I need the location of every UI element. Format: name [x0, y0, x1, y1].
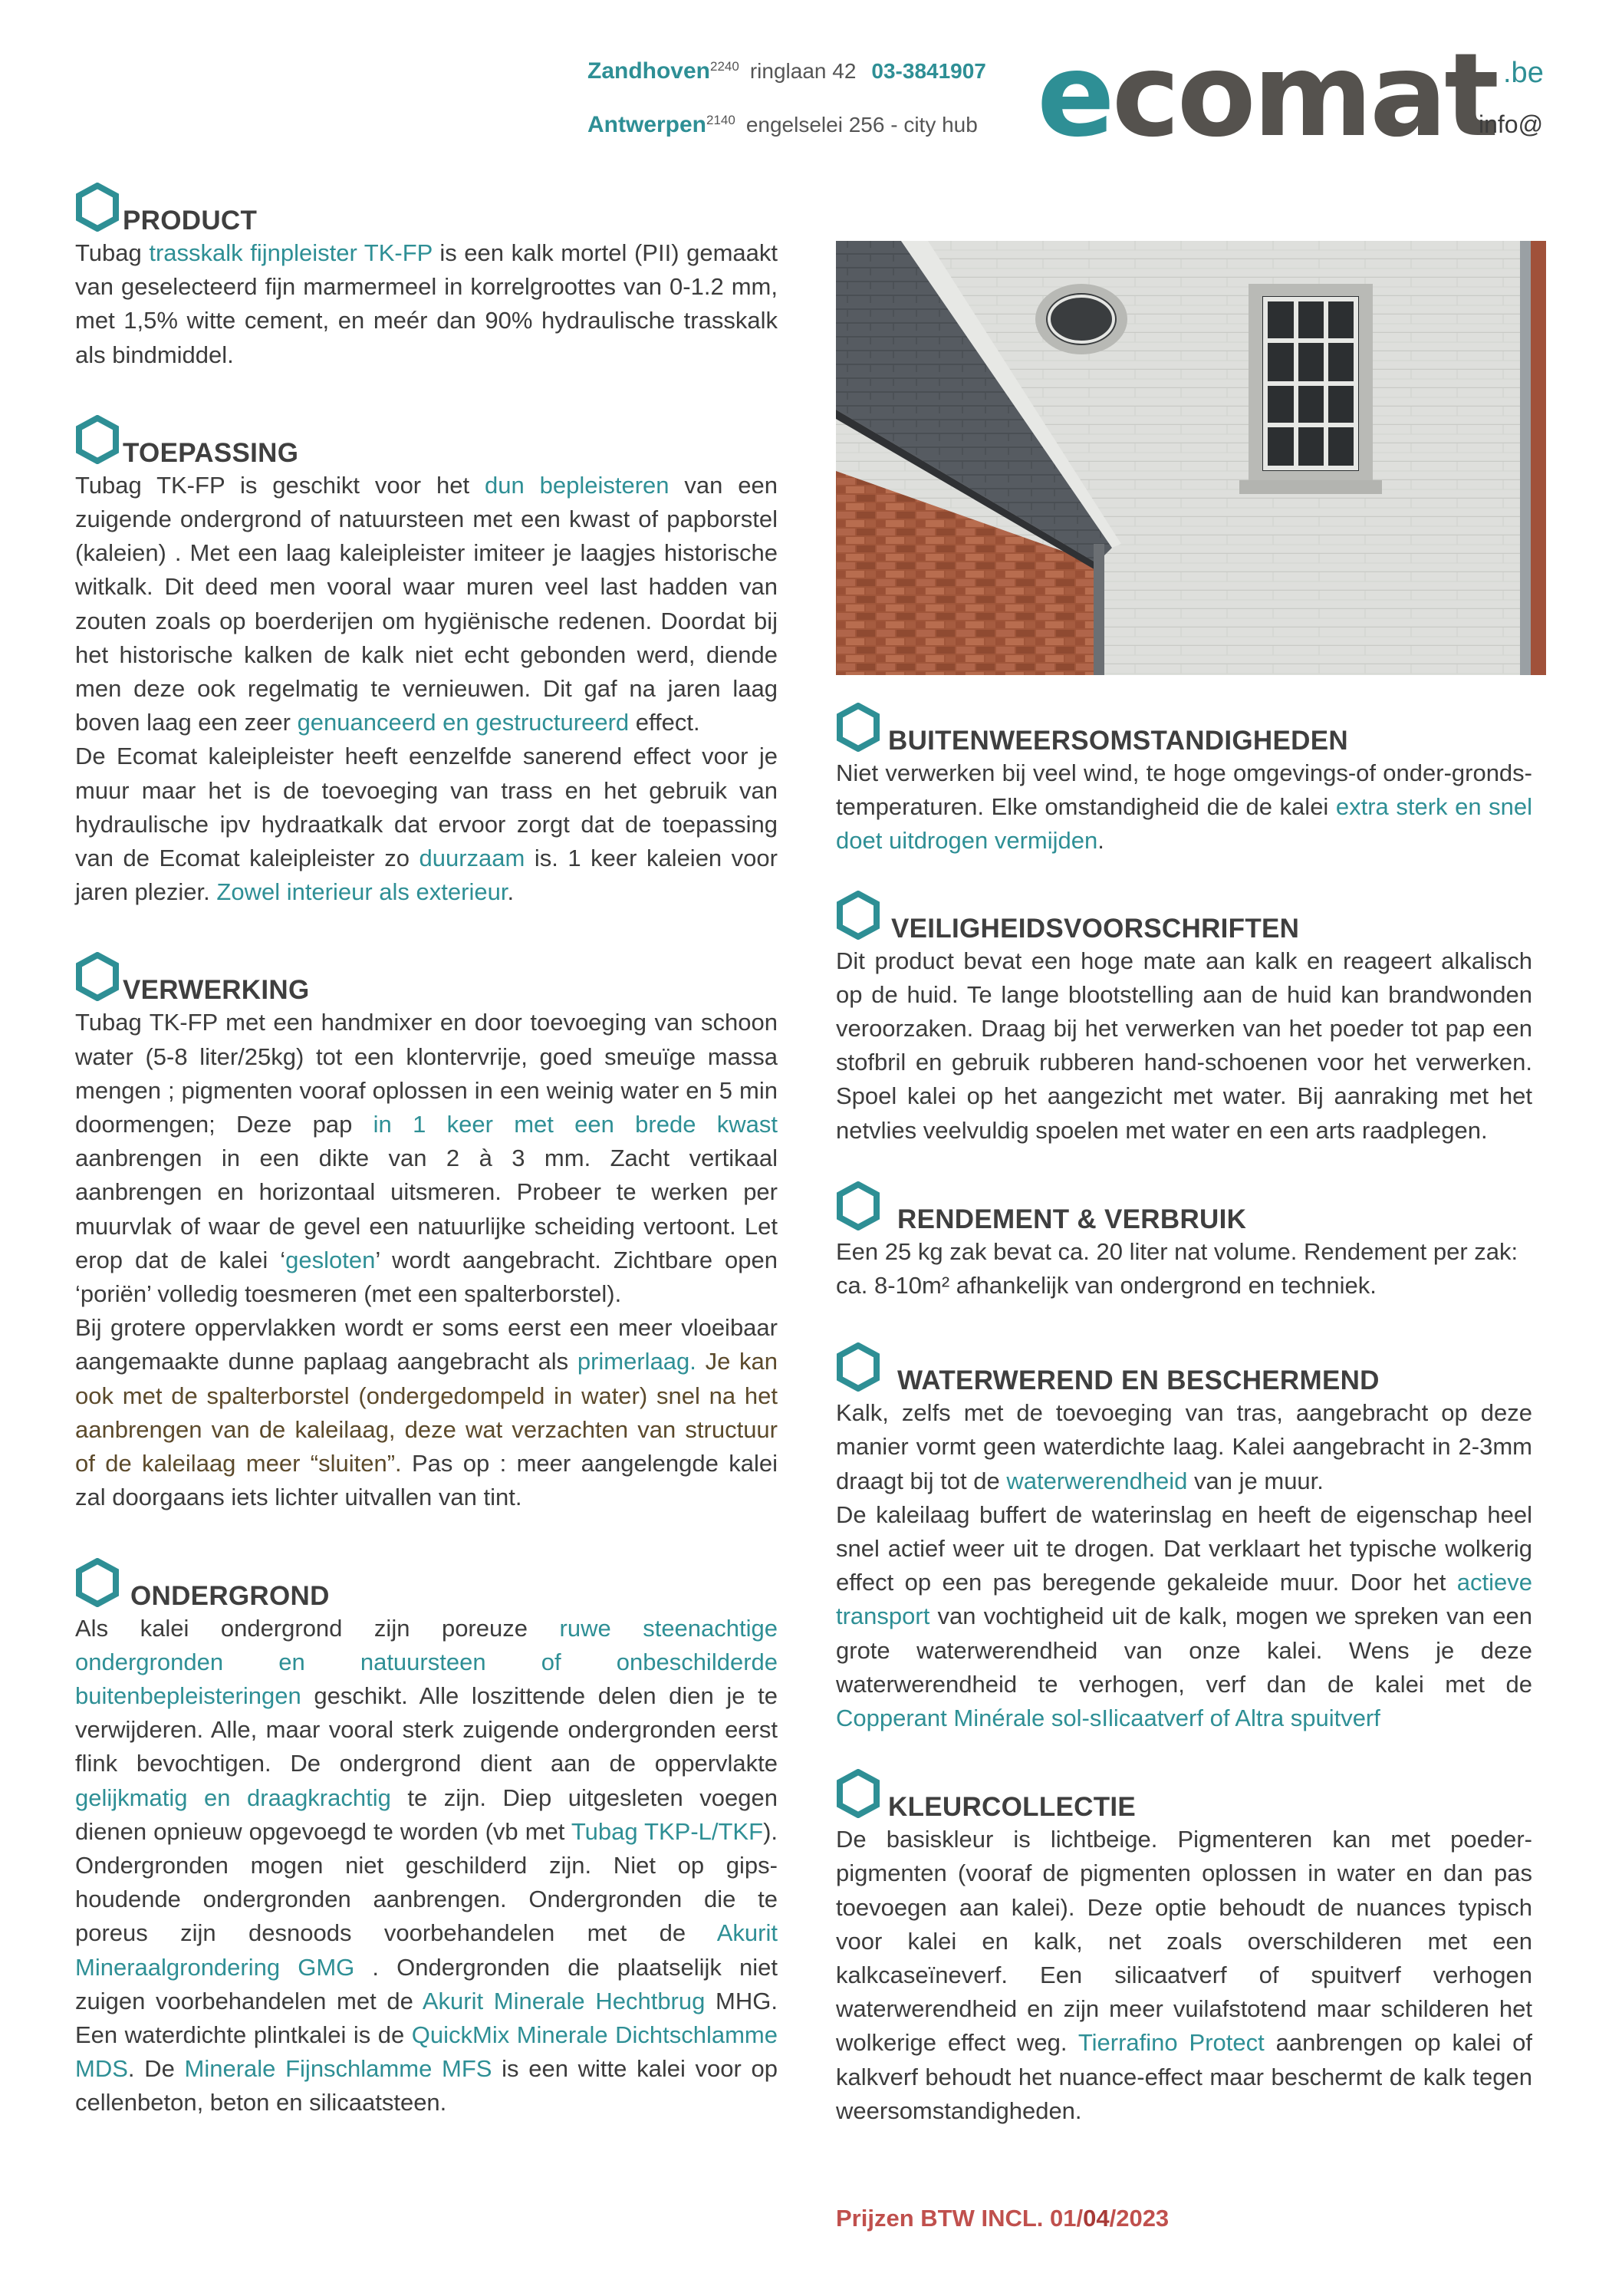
- section-title-buitenweersomstandigheden: BUITENWEERSOMSTANDIGHEDEN: [888, 726, 1348, 756]
- section-body-ondergrond: Als kalei ondergrond zijn poreuze ruwe steenachtige ondergronden en natuursteen of onbeschilderde buitenbepleisteringen geschikt. Alle loszittende delen dien je te verwijderen. Alle, maar vooral sterk zuigende ondergronden eerst flink bevochtigen. De ondergrond dient aan de oppervlakte gelijkmatig en draagkrachtig te zijn. Diep uitgesleten voegen dienen opnieuw opgevoegd te worden (vb met Tubag TKP-L/TKF). Ondergronden mogen niet geschilderd zijn. Niet op gips- houdende ondergronden aanbrengen. Ondergronden die te poreus zijn desnoods voorbehandelen met de Akurit Mineraalgrondering GMG . Ondergronden die plaatselijk niet zuigen voorbehandelen met de Akurit Minerale Hechtbrug MHG. Een waterdichte plintkalei is de QuickMix Minerale Dichtschlamme MDS. De Minerale Fijnschlamme MFS is een witte kalei voor op cellenbeton, beton en silicaatsteen.: [75, 1614, 778, 2116]
- section-body-toepassing: Tubag TK-FP is geschikt voor het dun bepleisteren van een zuigende ondergrond of natuursteen met een kwast of papborstel (kaleien) . Met een laag kaleipleister imiteer je laagjes historische witkalk. Dit deed men vooral waar muren veel last hadden van zouten zoals op boerderijen om hygiënische redenen. Doordat bij het historische kalken de kalk niet echt gebonden werd, diende men deze ook regelmatig te vernieuwen. Dit gaf na jaren laag boven laag een zeer genuanceerd en gestructureerd effect. De Ecomat kaleipleister heeft eenzelfde sanerend effect voor je muur maar het is de toevoeging van trass en het gebruik van hydraulische ipv hydraatkalk dat ervoor zorgt dat de toepassing van de Ecomat kaleipleister zo duurzaam is. 1 keer kaleien voor jaren plezier. Zowel interieur als exterieur.: [75, 471, 778, 906]
- zip-antwerpen: 2140: [706, 112, 735, 127]
- section-verwerking: [75, 949, 778, 1514]
- section-toepassing: [75, 412, 778, 910]
- section-body-waterwerend: Kalk, zelfs met de toevoeging van tras, aangebracht op deze manier vormt geen waterdichte laag. Kalei aangebracht in 2-3mm draagt bij tot de waterwerendheid van je muur. De kaleilaag buffert de waterinslag en heeft de eigenschap heel snel actief weer uit te drogen. Dat verklaart het typische wolkerig effect op een pas beregende gekaleide muur. Door het actieve transport van vochtigheid uit de kalk, mogen we spreken van een grote waterwerendheid van onze kalei. Wens je deze waterwerendheid te verhogen, verf dan de kalei met de Copperant Minérale sol-sIlicaatverf of Altra spuitverf: [836, 1399, 1532, 1732]
- hexagon-icon: [836, 1342, 880, 1392]
- link-genuanceerd[interactable]: genuanceerd en gestructureerd: [297, 709, 630, 736]
- link-ruwe-ondergronden[interactable]: ruwe steenachtige ondergronden en natuursteen of onbeschilderde buitenbepleisteringen: [75, 1614, 778, 1709]
- section-body-veiligheidsvoorschriften: Dit product bevat een hoge mate aan kalk en reageert alkalisch op de huid. Te lange blootstelling aan de huid kan brandwonden veroorzaken. Draag bij het verwerken van het poeder tot pap een stofbril en gebruik rubberen hand-schoenen voor het verwerken. Spoel kalei op het aangezicht met water. Bij aanraking met het netvlies veelvuldig spoelen met water en een arts raadplegen.: [836, 947, 1532, 1144]
- link-interieur-exterieur[interactable]: Zowel interieur als exterieur: [216, 878, 508, 906]
- link-mfs[interactable]: Minerale Fijnschlamme MFS: [184, 2055, 492, 2083]
- logo-tld: .be: [1503, 57, 1544, 89]
- hexagon-icon: [836, 1769, 880, 1818]
- section-body-verwerking: Tubag TK-FP met een handmixer en door toevoeging van schoon water (5-8 liter/25kg) tot een klontervrije, goed smeuïge massa mengen ; pigmenten vooraf oplossen in een weinig water en 5 min doormengen; Deze pap in 1 keer met een brede kwast aanbrengen in een dikte van 2 à 3 mm. Zacht vertikaal aanbrengen en horizontaal uitsmeren. Probeer te werken per muurvlak of waar de gevel een natuurlijke scheiding vertoont. Let erop dat de kalei ‘gesloten’ wordt aangebracht. Zichtbare open ‘poriën’ volledig toesmeren (met een spalterborstel). Bij grotere oppervlakken wordt er soms eerst een meer vloeibaar aangemaakte dunne paplaag aangebracht als primerlaag. Je kan ook met de spalterborstel (ondergedompeld in water) snel na het aanbrengen van de kaleilaag, deze wat verzachten van structuur of de kaleilaag meer “sluiten”. Pas op : meer aangelengde kalei zal doorgaans iets lichter uitvallen van tint.: [75, 1009, 778, 1511]
- link-primerlaag[interactable]: primerlaag.: [577, 1348, 696, 1375]
- section-rendement: [836, 1178, 1532, 1303]
- section-body-rendement: Een 25 kg zak bevat ca. 20 liter nat volume. Rendement per zak: ca. 8-10m² afhankelijk van ondergrond en techniek.: [836, 1237, 1518, 1300]
- link-waterwerendheid[interactable]: waterwerendheid: [1006, 1467, 1188, 1494]
- link-akurit-mhg[interactable]: Akurit Minerale Hechtbrug: [422, 1987, 706, 2014]
- section-ondergrond: [75, 1555, 778, 2120]
- hexagon-icon: [75, 415, 120, 464]
- link-actieve-transport[interactable]: actieve transport: [836, 1569, 1532, 1630]
- link-tubag-tkp[interactable]: Tubag TKP-L/TKF: [571, 1817, 764, 1845]
- section-title-kleurcollectie: KLEURCOLLECTIE: [888, 1792, 1137, 1823]
- hexagon-icon: [75, 952, 120, 1001]
- section-waterwerend: [836, 1339, 1532, 1735]
- section-title-product: PRODUCT: [123, 206, 258, 236]
- section-title-verwerking: VERWERKING: [123, 975, 310, 1006]
- city-zandhoven: Zandhoven: [587, 58, 711, 84]
- street-zandhoven: ringlaan 42: [749, 59, 857, 83]
- link-tierrafino[interactable]: Tierrafino Protect: [1077, 2029, 1265, 2057]
- section-body-kleurcollectie: De basiskleur is lichtbeige. Pigmenteren kan met poeder-pigmenten (vooraf de pigmenten oplossen in water en dan pas toevoegen aan kalei). Deze optie behoudt de nuances typisch voor kalei en kalk, net zoals overschilderen met een kalkcaseïneverf. Een silicaatverf of spuitverf verhogen waterwerendheid en zijn meer vuilafstotend maar schilderen het wolkerige effect weg. Tierrafino Protect aanbrengen op kalei of kalkverf behoudt het nuance-effect maar beschermt de kalk tegen weersomstandigheden.: [836, 1826, 1532, 2124]
- hexagon-icon: [836, 1181, 880, 1230]
- link-dun-bepleisteren[interactable]: dun bepleisteren: [485, 471, 670, 499]
- section-buitenweersomstandigheden: [836, 700, 1532, 858]
- price-note: Prijzen BTW INCL. 01/04/2023: [836, 2205, 1170, 2232]
- city-antwerpen: Antwerpen: [587, 112, 707, 137]
- section-body-buitenweersomstandigheden: Niet verwerken bij veel wind, te hoge omgevings-of onder-gronds- temperaturen. Elke omstandigheid die de kalei extra sterk en snel doet uitdrogen vermijden.: [836, 759, 1532, 855]
- hexagon-icon: [75, 183, 120, 232]
- zip-zandhoven: 2240: [710, 58, 739, 74]
- link-quickmix-mds[interactable]: QuickMix Minerale Dichtschlamme MDS: [75, 2021, 778, 2083]
- link-copperant[interactable]: Copperant Minérale sol-sIlicaatverf of Altra spuitverf: [836, 1705, 1380, 1732]
- link-trasskalk[interactable]: trasskalk fijnpleister TK-FP: [149, 239, 433, 266]
- street-antwerpen: engelselei 256 - city hub: [745, 113, 978, 137]
- right-column: [836, 700, 1532, 2168]
- hexagon-icon: [75, 1558, 120, 1607]
- section-veiligheidsvoorschriften: [836, 888, 1532, 1148]
- section-body-product: Tubag trasskalk fijnpleister TK-FP is een kalk mortel (PII) gemaakt van geselecteerd fijn marmermeel in korrelgroottes van 0-1.2 mm, met 1,5% witte cement, en meér dan 90% hydraulische trasskalk als bindmiddel.: [75, 239, 778, 368]
- ecomat-logo: ecomat: [1037, 29, 1496, 163]
- hexagon-icon: [836, 703, 880, 752]
- hexagon-icon: [836, 891, 880, 940]
- link-akurit-gmg[interactable]: Akurit Mineraalgrondering GMG: [75, 1919, 778, 1981]
- left-column: [75, 180, 778, 2160]
- section-title-toepassing: TOEPASSING: [123, 437, 299, 468]
- section-product: [75, 180, 778, 372]
- link-brede-kwast[interactable]: in 1 keer met een brede kwast: [373, 1111, 778, 1138]
- header-address-antwerpen: [587, 112, 978, 138]
- info-email[interactable]: info@: [1479, 110, 1544, 138]
- link-gesloten[interactable]: gesloten: [285, 1246, 376, 1273]
- header-address-zandhoven: [587, 58, 986, 84]
- section-title-ondergrond: ONDERGROND: [130, 1580, 330, 1611]
- house-photo: [836, 241, 1546, 675]
- phone-number[interactable]: 03-3841907: [871, 59, 986, 83]
- section-title-waterwerend: WATERWEREND EN BESCHERMEND: [897, 1365, 1380, 1396]
- section-title-rendement: RENDEMENT & VERBRUIK: [897, 1204, 1247, 1234]
- link-gelijkmatig[interactable]: gelijkmatig en draagkrachtig: [75, 1784, 391, 1811]
- link-uitdrogen-vermijden[interactable]: extra sterk en snel doet uitdrogen vermijden: [836, 793, 1532, 855]
- section-kleurcollectie: [836, 1766, 1532, 2128]
- section-title-veiligheidsvoorschriften: VEILIGHEIDSVOORSCHRIFTEN: [891, 913, 1300, 944]
- link-duurzaam[interactable]: duurzaam: [419, 845, 525, 872]
